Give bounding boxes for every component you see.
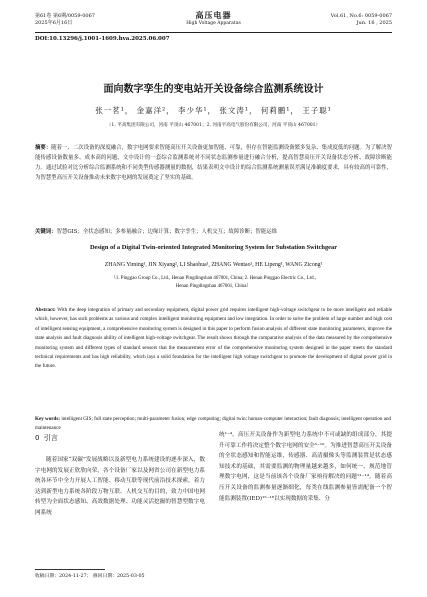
paper-title-cn: 面向数字孪生的变电站开关设备综合监测系统设计	[103, 84, 324, 95]
body-text-left: 随着国家“双碳”发展战略以及新型电力系统建设的逐步深入，数字电网的发展正欣欣向荣，各个设备厂家以及网省公司在新型电力系统各环节中全力开展人工智能、移动互联等现代前沿技术探索，着力达到新型电力系统各阶段万物互联、人机交互的目的，致力中国电网转型为全面状态感知、高效数据处理、功能灵活挖掘的智慧型数字电网系统	[35, 457, 205, 516]
publish-date-en: Jun. 16 , 2025	[356, 20, 392, 26]
abstract-en	[35, 306, 392, 372]
abstract-cn-label: 摘要：	[35, 145, 52, 151]
section-number: 0	[35, 434, 40, 442]
journal-logo: 高压电器	[195, 10, 232, 20]
keywords-en-label: Key words:	[35, 416, 61, 422]
authors-cn: 张一茗¹， 金嘉洋²， 李少华¹， 张文涛¹， 何莉鹏¹， 王子聪¹	[95, 106, 332, 115]
header-divider	[35, 32, 392, 33]
abstract-en-label: Abstract:	[35, 307, 56, 313]
section-title: 引言	[43, 434, 58, 442]
page-header	[0, 0, 427, 40]
paper-title-en: Design of a Digital Twin-oriented Integrated Monitoring System for Substation Switchgear	[89, 244, 338, 251]
section-heading	[35, 433, 205, 443]
volume-issue-en: Vol.61, No.6: 0059-0067	[330, 13, 392, 19]
keywords-cn-text: 智慧GIS；全状态感知；多参量融合；边缘计算；数字孪生；人机交互；故障诊断；智能运维	[56, 229, 277, 235]
footnote-divider	[35, 569, 105, 570]
received-dates: 收稿日期：2024-11-27； 修回日期：2025-03-05	[35, 574, 145, 579]
affiliation-cn: （1. 平高集团有限公司，河南 平顶山 467001；2. 河南平高电气股份有限公司，河南 平顶山 467001）	[106, 123, 321, 128]
journal-subtitle: High Voltage Apparatus	[186, 21, 241, 26]
authors-en: ZHANG Yiming¹, JIN Xiyang², LI Shaohua¹, ZHANG Wentao¹, HE Lipeng¹, WANG Zicong¹	[104, 262, 323, 268]
abstract-cn	[35, 143, 392, 183]
keywords-cn	[35, 227, 392, 235]
journal-volume-info-en	[331, 13, 392, 27]
affiliation-en-line1: （1. Pinggao Group Co., Ltd., Henan Pingdingshan 467001, China; 2. Henan Pinggao Electric Co., Ltd.,	[111, 276, 316, 281]
abstract-en-text: With the deep integration of primary and secondary equipment, digital power grid requires intelligent high-voltage switchgear to be more intelligent and reliable which, however, has such problems as various and complex intelligent monitoring equipment and low integration. In order to solve the problem of large number and high cost of intelligent sensing equipment, a comprehensive monitoring system is designed in this paper to perform fusion analysis of different state monitoring parameters, improve the state analysis and fault diagnosis ability of intelligent high-voltage switchgear. The result shows through the comparative analysis of the data measured by the comprehensive monitoring system and different types of standard sensors that the measurement error of the comprehensive monitoring system designed in the paper meets the standard technical requirements and has high reliability, which lays a solid foundation for the intelligent high voltage switchgear to promote the development of digital power grid in the future.	[35, 307, 393, 370]
doi[interactable]: DOI:10.13296/j.1001-1609.hva.2025.06.007	[35, 36, 170, 42]
affiliation-en	[35, 275, 392, 290]
keywords-en-text: intelligent GIS; full state perception; multi-parameter fusion; edge computing; digital twin; human-computer interaction; fault diagnosis; intelligent operation and maintenance	[35, 416, 392, 432]
volume-issue-cn: 第61卷 第6期/0059-0067	[35, 13, 95, 19]
publish-date-cn: 2025年6月16日	[35, 20, 73, 26]
body-text-right: 统¹⁻⁴。高压开关设备作为新型电力系统中不可或缺的组成部分，其提升可靠工作将决定整个数字电网的安全⁵⁻¹⁰。为推进智慧高压开关设备的全状态感知和智能运维，传感器、高清摄像头等监测装置是状态感知技术的基础，其需要监测的物理量越来越多，如何统一、规范地管理数字电网，这是当前该各个设备厂家亟待解决的问题¹¹⁻¹⁴。随着高压开关设备的监测参量逐渐细化，每类在线监测参量皆需配备一个智能监测装置(IED)¹⁵⁻¹⁸以实现数据的采集、分	[219, 432, 392, 502]
abstract-cn-text: 随着一、二次设备的深度融合，数字电网要求智能高压开关设备更加智能、可靠，但存在智能监测设备繁多复杂、集成度低的问题。为了解决智能传感设备数量多、成本高的问题，文中设计的一套综合监测系统对不同状态监测参量进行融合分析，提高智慧高压开关设备状态分析、故障诊断能力。通过试验对比分析综合监测系统和不同类型传感器测量的数据，结果表明文中设计的综合监测系统测量误差满足准确度要求，具有较高的可靠性，为智慧型高压开关设备推动未来数字电网的发展奠定了坚实的基础。	[35, 145, 392, 181]
affiliation-en-line2: Henan Pingdingshan 467001, China）	[175, 283, 252, 289]
keywords-cn-label: 关键词：	[35, 229, 57, 235]
